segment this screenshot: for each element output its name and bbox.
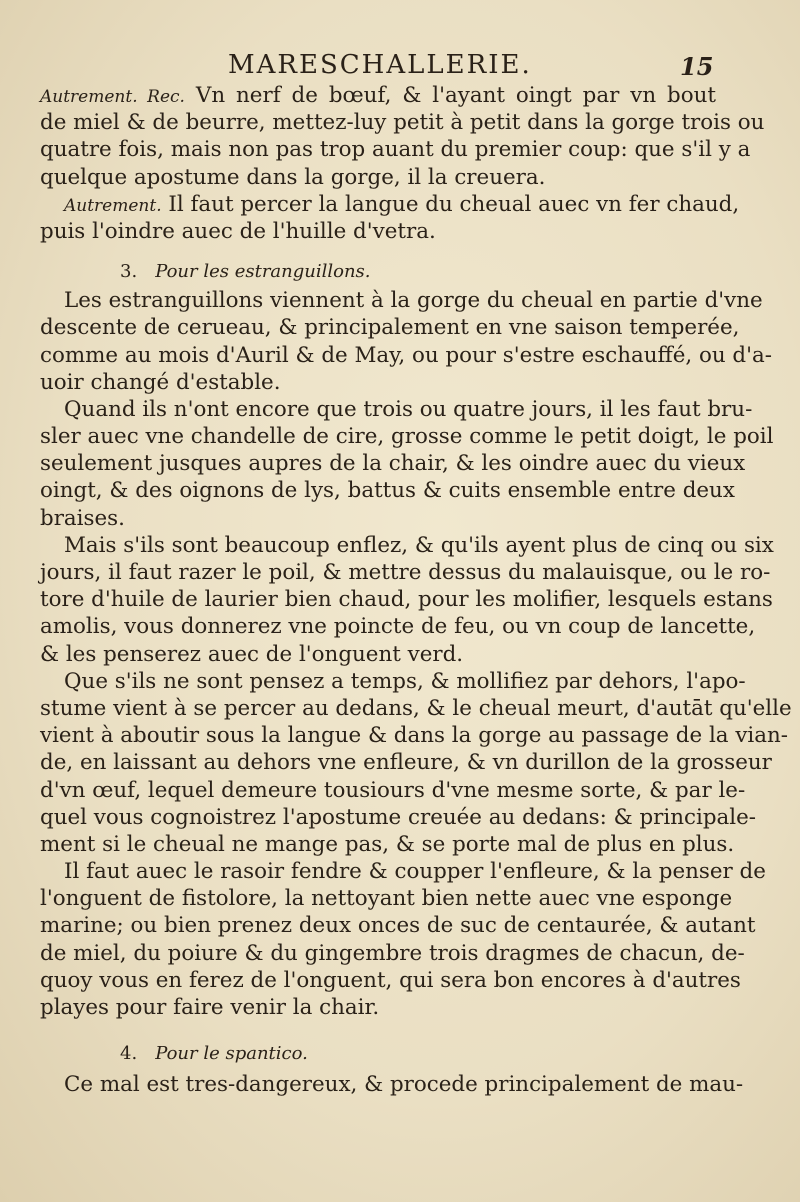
text-line (40, 82, 716, 109)
line-text: playes pour faire venir la chair. (40, 995, 380, 1020)
text-line (40, 450, 746, 477)
text-line (40, 586, 773, 613)
text-line (40, 912, 756, 939)
text-line (40, 940, 745, 967)
text-line (40, 109, 765, 136)
line-text: d'vn œuf, lequel demeure tousiours d'vne mesme sorte, & par le- (40, 777, 746, 803)
text-line (40, 505, 716, 532)
line-text: Il faut auec le rasoir fendre & coupper l'enfleure, & la penser de (64, 859, 766, 885)
text-line (40, 858, 766, 885)
text-line (40, 967, 741, 994)
text-line (40, 396, 753, 423)
text-line (40, 287, 763, 314)
text-line (40, 695, 792, 722)
line-text: vient à aboutir sous la langue & dans la gorge au passage de la vian- (40, 723, 789, 749)
line-text: stume vient à se percer au dedans, & le cheual meurt, d'autāt qu'elle (40, 695, 792, 721)
text-line (40, 668, 746, 695)
line-text: de miel & de beurre, mettez-luy petit à petit dans la gorge trois ou (40, 110, 765, 136)
section-number: 3. (120, 261, 138, 283)
line-text: sler auec vne chandelle de cire, grosse comme le petit doigt, le poil (40, 424, 774, 450)
text-line (40, 191, 740, 218)
line-text: amolis, vous donnerez vne poincte de feu, ou vn coup de lancette, (40, 614, 756, 640)
section-number: 4. (120, 1043, 138, 1065)
text-line (40, 314, 740, 341)
line-text: de, en laissant au dehors vne enfleure, & vn durillon de la grosseur (40, 750, 772, 776)
text-line (40, 641, 716, 668)
text-line (40, 559, 771, 586)
italic-lead-word: Autrement. Rec. (40, 87, 185, 107)
line-text: quel vous cognoistrez l'apostume creuée au dedans: & principale- (40, 804, 757, 830)
line-text: descente de cerueau, & principalement en vne saison temperée, (40, 315, 740, 341)
line-text: puis l'oindre auec de l'huille d'vetra. (40, 218, 436, 244)
line-text: Mais s'ils sont beaucoup enflez, & qu'ils ayent plus de cinq ou six (64, 532, 774, 558)
section-heading (40, 1021, 716, 1071)
text-line (40, 613, 756, 640)
line-text: jours, il faut razer le poil, & mettre dessus du malauisque, ou le ro- (40, 560, 771, 585)
text-line (40, 749, 772, 776)
text-line (40, 369, 716, 396)
text-line (40, 994, 716, 1021)
section-heading (40, 245, 716, 287)
section-title: Pour le spantico. (155, 1043, 308, 1065)
text-line (40, 722, 789, 749)
line-text: ment si le cheual ne mange pas, & se porte mal de plus en plus. (40, 831, 735, 857)
text-line (40, 423, 774, 450)
line-text: de miel, du poiure & du gingembre trois dragmes de chacun, de- (40, 940, 745, 966)
line-text: quelque apostume dans la gorge, il la creuera. (40, 164, 546, 190)
line-text: l'onguent de fistolore, la nettoyant bien nette auec vne esponge (40, 886, 733, 912)
text-line (40, 532, 774, 559)
line-text: seulement jusques aupres de la chair, & les oindre auec du vieux (40, 451, 746, 477)
line-text: Que s'ils ne sont pensez a temps, & mollifiez par dehors, l'apo- (64, 668, 746, 694)
text-line (40, 218, 716, 245)
line-text: Les estranguillons viennent à la gorge du cheual en partie d'vne (64, 288, 763, 314)
line-text: Vn nerf de bœuf, & l'ayant oingt par vn bout (184, 83, 716, 108)
line-text: comme au mois d'Auril & de May, ou pour s'estre eschauffé, ou d'a- (40, 342, 772, 368)
text-line (40, 477, 735, 504)
line-text: oingt, & des oignons de lys, battus & cuits ensemble entre deux (40, 478, 735, 504)
text-line (40, 804, 757, 831)
line-text: Il faut percer la langue du cheual auec vn fer chaud, (161, 191, 740, 217)
line-text: braises. (40, 505, 125, 531)
line-text: uoir changé d'estable. (40, 369, 281, 395)
line-text: quatre fois, mais non pas trop auant du premier coup: que s'il y a (40, 137, 751, 163)
text-line (40, 342, 772, 369)
italic-lead-word: Autrement. (64, 195, 162, 216)
line-text: quoy vous en ferez de l'onguent, qui sera bon encores à d'autres (40, 967, 741, 993)
text-line (40, 777, 746, 804)
line-text: & les penserez auec de l'onguent verd. (40, 641, 464, 667)
line-text: Quand ils n'ont encore que trois ou quatre jours, il les faut bru- (64, 396, 753, 422)
text-line (40, 831, 735, 858)
section-title: Pour les estranguillons. (155, 261, 371, 283)
running-title: MARESCHALLERIE. (228, 50, 532, 80)
line-text: tore d'huile de laurier bien chaud, pour les molifier, lesquels estans (40, 587, 773, 613)
body-text (40, 82, 792, 1098)
line-text: marine; ou bien prenez deux onces de suc de centaurée, & autant (40, 913, 756, 939)
page-number: 15 (680, 52, 714, 81)
text-line (40, 136, 751, 163)
text-line (40, 164, 716, 191)
text-line (40, 885, 733, 912)
text-line (40, 1071, 744, 1098)
line-text: Ce mal est tres-dangereux, & procede principalement de mau- (64, 1072, 744, 1098)
